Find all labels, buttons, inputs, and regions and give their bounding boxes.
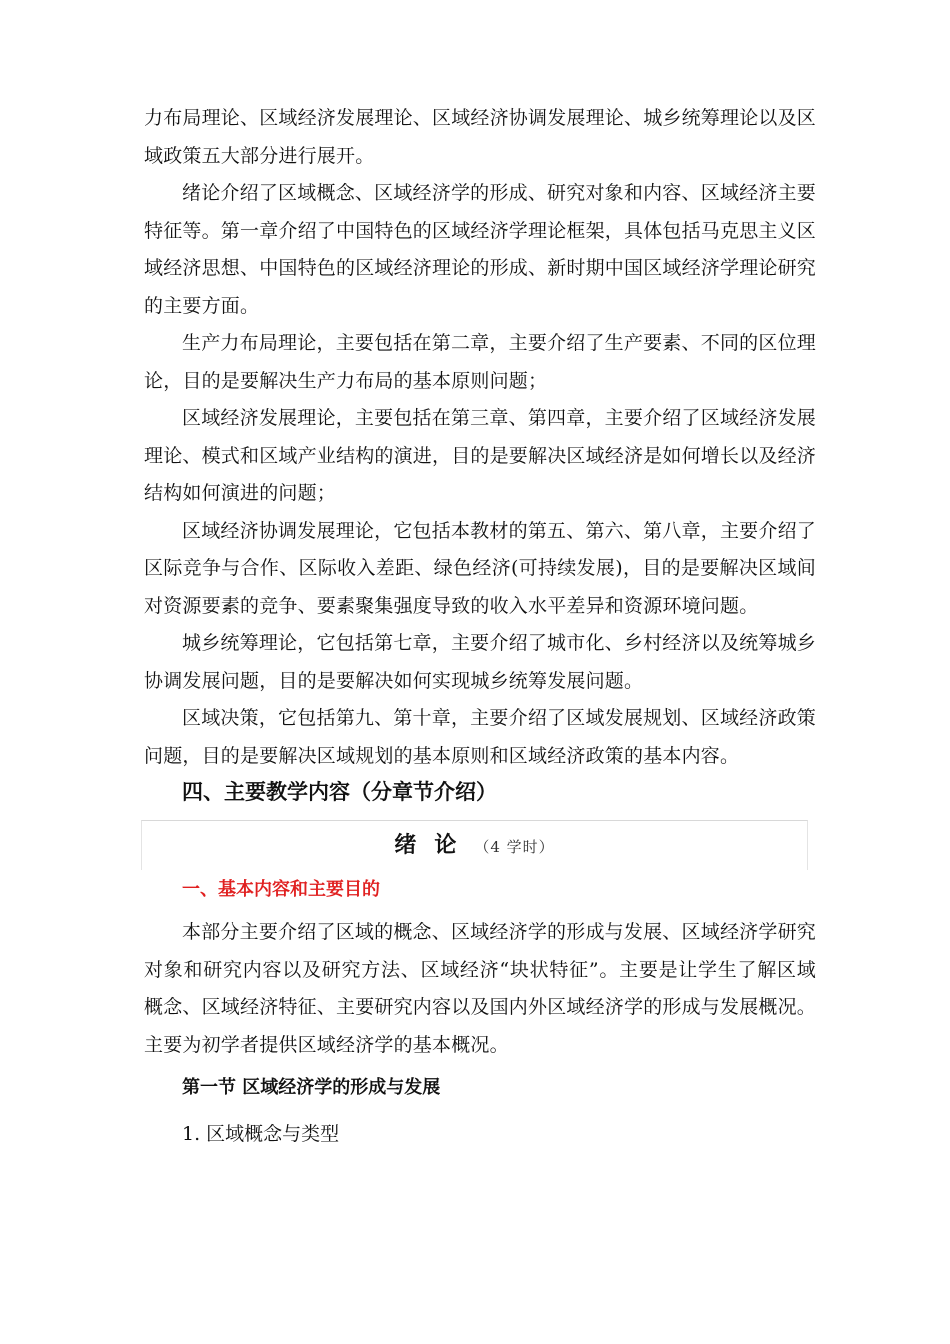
red-subsection-heading: 一、基本内容和主要目的 <box>182 879 380 900</box>
section-one-heading: 第一节 区域经济学的形成与发展 <box>182 1077 441 1098</box>
section-heading: 四、主要教学内容（分章节介绍） <box>182 780 497 804</box>
paragraph-introduction: 绪论介绍了区域概念、区域经济学的形成、研究对象和内容、区域经济主要特征等。第一章介绍了中国特色的区域经济学理论框架，具体包括马克思主义区域经济思想、中国特色的区域经济理论的形成、新时期中国区域经济学理论研究的主要方面。 <box>144 182 817 317</box>
intro-section <box>144 100 816 775</box>
chapter-title-box <box>141 820 808 870</box>
paragraph-continuation: 力布局理论、区域经济发展理论、区域经济协调发展理论、城乡统筹理论以及区域政策五大部分进行展开。 <box>144 107 817 167</box>
chapter-hours: （4 学时） <box>474 838 555 856</box>
paragraph-basic-content: 本部分主要介绍了区域的概念、区域经济学的形成与发展、区域经济学研究对象和研究内容以及研究方法、区域经济“块状特征”。主要是让学生了解区域概念、区域经济特征、主要研究内容以及国内外区域经济学的形成与发展概况。主要为初学者提供区域经济学的基本概况。 <box>144 921 817 1056</box>
body-section <box>144 914 816 1064</box>
chapter-title <box>142 831 807 861</box>
paragraph-urban-rural: 城乡统筹理论，它包括第七章，主要介绍了城市化、乡村经济以及统筹城乡协调发展问题，目的是要解决如何实现城乡统筹发展问题。 <box>144 632 816 692</box>
chapter-title-text: 绪论 <box>394 832 475 858</box>
paragraph-productivity-layout: 生产力布局理论，主要包括在第二章，主要介绍了生产要素、不同的区位理论，目的是要解决生产力布局的基本原则问题； <box>144 332 816 392</box>
paragraph-regional-development: 区域经济发展理论，主要包括在第三章、第四章，主要介绍了区域经济发展理论、模式和区域产业结构的演进，目的是要解决区域经济是如何增长以及经济结构如何演进的问题； <box>144 407 817 504</box>
paragraph-coordinated-development: 区域经济协调发展理论，它包括本教材的第五、第六、第八章，主要介绍了区际竞争与合作、区际收入差距、绿色经济(可持续发展)，目的是要解决区域间对资源要素的竞争、要素聚集强度导致的收入水平差异和资源环境问题。 <box>144 519 816 617</box>
paragraph-regional-policy: 区域决策，它包括第九、第十章，主要介绍了区域发展规划、区域经济政策问题，目的是要解决区域规划的基本原则和区域经济政策的基本内容。 <box>144 707 816 767</box>
list-item-regional-concept: 1. 区域概念与类型 <box>182 1123 340 1145</box>
